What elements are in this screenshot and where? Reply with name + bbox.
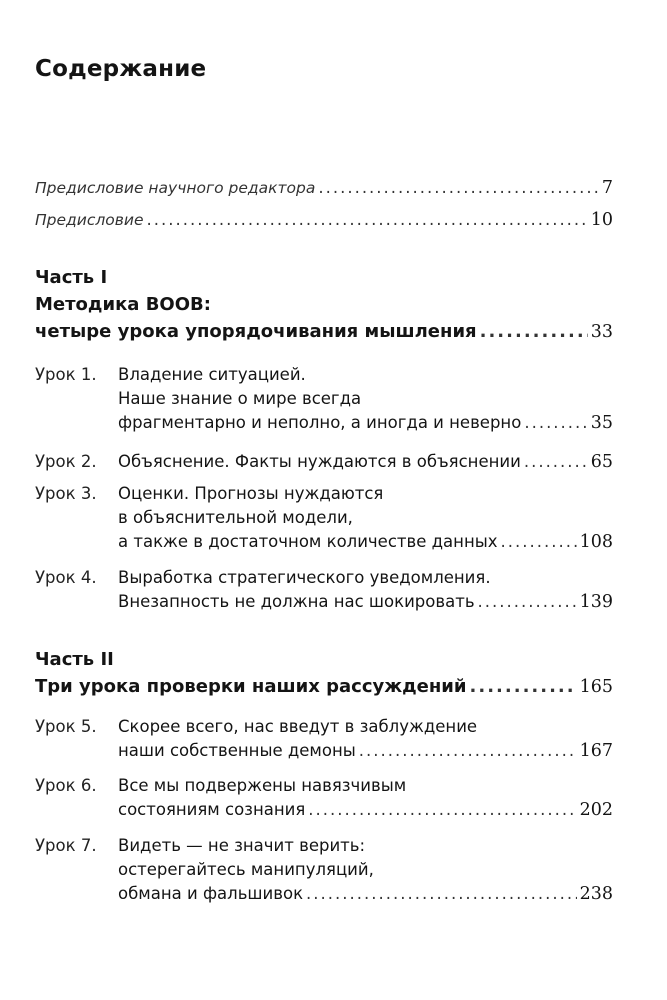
part-1-subtitle: Методика BOOB:	[35, 294, 211, 315]
lesson-title-line: Видеть — не значит верить:	[118, 836, 366, 855]
toc-entry-label: четыре урока упорядочивания мышления	[35, 321, 477, 342]
lesson-title-line: остерегайтесь манипуляций,	[118, 860, 374, 879]
toc-page-number: 165	[579, 677, 613, 697]
leader-dots	[318, 178, 599, 197]
toc-entry-lesson-6[interactable]	[118, 800, 613, 820]
toc-entry-label: Предисловие	[35, 211, 144, 229]
leader-dots	[524, 413, 587, 432]
toc-entry-label: Предисловие научного редактора	[35, 179, 316, 197]
lesson-title-line: Выработка стратегического уведомления.	[118, 568, 491, 587]
part-1-title: Часть I	[35, 267, 108, 288]
lesson-title-line: в объяснительной модели,	[118, 508, 353, 527]
part-2-title: Часть II	[35, 649, 114, 670]
lesson-title-line: Скорее всего, нас введут в заблуждение	[118, 717, 478, 736]
toc-page-number: 65	[590, 452, 613, 472]
toc-entry-label: а также в достаточном количестве данных	[118, 532, 498, 551]
toc-entry-preface[interactable]	[35, 210, 613, 230]
leader-dots	[501, 532, 577, 551]
toc-entry-lesson-1[interactable]	[118, 413, 613, 433]
toc-entry-label: обмана и фальшивок	[118, 884, 304, 903]
lesson-number: Урок 3.	[35, 484, 97, 503]
leader-dots	[478, 592, 577, 611]
leader-dots	[470, 676, 577, 697]
toc-page-number: 238	[579, 884, 613, 904]
lesson-number: Урок 5.	[35, 717, 97, 736]
toc-entry-part-2[interactable]	[35, 676, 613, 697]
toc-entry-lesson-3[interactable]	[118, 532, 613, 552]
lesson-title-line: Владение ситуацией.	[118, 365, 306, 384]
toc-entry-lesson-5[interactable]	[118, 741, 613, 761]
toc-entry-lesson-4[interactable]	[118, 592, 613, 612]
lesson-title-line: Все мы подвержены навязчивым	[118, 776, 407, 795]
lesson-number: Урок 2.	[35, 452, 97, 471]
toc-entry-editor-preface[interactable]	[35, 178, 613, 198]
leader-dots	[524, 452, 588, 471]
lesson-number: Урок 4.	[35, 568, 97, 587]
lesson-number: Урок 1.	[35, 365, 97, 384]
toc-entry-part-1[interactable]	[35, 321, 613, 342]
leader-dots	[306, 884, 577, 903]
leader-dots	[308, 800, 576, 819]
lesson-title-line: Оценки. Прогнозы нуждаются	[118, 484, 384, 503]
toc-page-number: 10	[590, 210, 613, 230]
toc-entry-label: Внезапность не должна нас шокировать	[118, 592, 475, 611]
toc-page-number: 202	[579, 800, 613, 820]
leader-dots	[146, 210, 587, 229]
toc-entry-label: состояниям сознания	[118, 800, 306, 819]
toc-entry-lesson-7[interactable]	[118, 884, 613, 904]
lesson-title-line: Наше знание о мире всегда	[118, 389, 362, 408]
toc-entry-lesson-2[interactable]	[118, 452, 613, 472]
lesson-number: Урок 7.	[35, 836, 97, 855]
page-title: Содержание	[35, 56, 207, 82]
toc-entry-label: наши собственные демоны	[118, 741, 356, 760]
toc-page-number: 33	[590, 322, 613, 342]
toc-entry-label: Три урока проверки наших рассуждений	[35, 676, 467, 697]
toc-page-number: 167	[579, 741, 613, 761]
toc-page-number: 35	[590, 413, 613, 433]
toc-page-number: 7	[601, 178, 613, 198]
leader-dots	[480, 321, 588, 342]
lesson-number: Урок 6.	[35, 776, 97, 795]
leader-dots	[359, 741, 577, 760]
toc-entry-label: фрагментарно и неполно, а иногда и неверно	[118, 413, 522, 432]
toc-page-number: 108	[579, 532, 613, 552]
toc-entry-label: Объяснение. Факты нуждаются в объяснении	[118, 452, 521, 471]
toc-page-number: 139	[579, 592, 613, 612]
